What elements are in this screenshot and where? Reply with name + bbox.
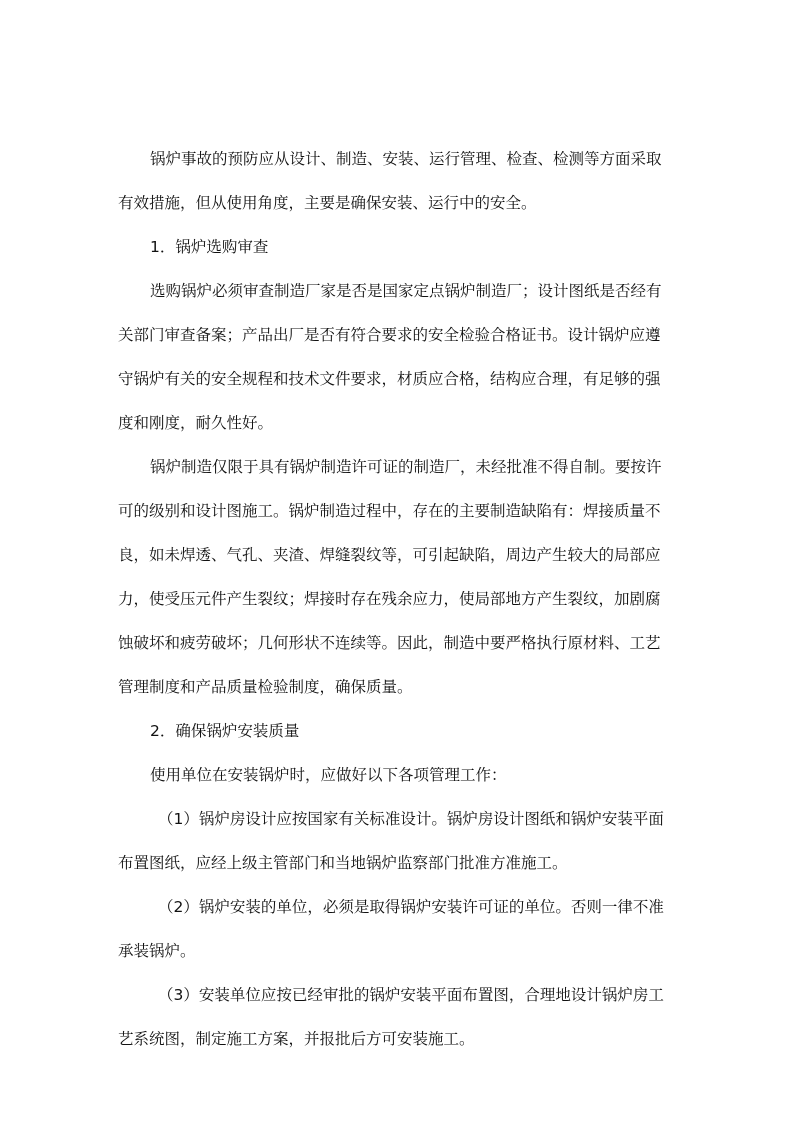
list-item-3-line-1: （3）安装单位应按已经审批的锅炉安装平面布置图，合理地设计锅炉房工 [158,986,664,1004]
paragraph-manufacture-line-3: 良，如未焊透、气孔、夹渣、焊缝裂纹等，可引起缺陷，周边产生较大的局部应 [118,546,661,564]
section-heading-2: 2．确保锅炉安装质量 [150,722,300,740]
list-item-1-line-2: 布置图纸，应经上级主管部门和当地锅炉监察部门批准方准施工。 [118,854,568,872]
paragraph-selection-line-1: 选购锅炉必须审查制造厂家是否是国家定点锅炉制造厂；设计图纸是否经有 [150,282,662,300]
list-item-1-line-1: （1）锅炉房设计应按国家有关标准设计。锅炉房设计图纸和锅炉安装平面 [158,810,664,828]
paragraph-selection-line-4: 度和刚度，耐久性好。 [118,414,274,432]
paragraph-selection-line-3: 守锅炉有关的安全规程和技术文件要求，材质应合格，结构应合理，有足够的强 [118,370,661,388]
list-item-2-line-2: 承装锅炉。 [118,942,196,960]
paragraph-manufacture-line-6: 管理制度和产品质量检验制度，确保质量。 [118,678,413,696]
paragraph-intro-line-1: 锅炉事故的预防应从设计、制造、安装、运行管理、检查、检测等方面采取 [150,150,662,168]
list-item-3-line-2: 艺系统图，制定施工方案，并报批后方可安装施工。 [118,1030,475,1048]
paragraph-intro-line-2: 有效措施，但从使用角度，主要是确保安装、运行中的安全。 [118,194,537,212]
paragraph-installation-intro: 使用单位在安装锅炉时，应做好以下各项管理工作： [150,766,507,784]
section-heading-1: 1．锅炉选购审查 [150,238,269,256]
document-page [118,145,678,1069]
paragraph-selection-line-2: 关部门审查备案；产品出厂是否有符合要求的安全检验合格证书。设计锅炉应遵 [118,326,661,344]
paragraph-manufacture-line-1: 锅炉制造仅限于具有锅炉制造许可证的制造厂，未经批准不得自制。要按许 [150,458,662,476]
paragraph-manufacture-line-4: 力，使受压元件产生裂纹；焊接时存在残余应力，使局部地方产生裂纹，加剧腐 [118,590,661,608]
paragraph-manufacture-line-2: 可的级别和设计图施工。锅炉制造过程中，存在的主要制造缺陷有：焊接质量不 [118,502,661,520]
list-item-2-line-1: （2）锅炉安装的单位，必须是取得锅炉安装许可证的单位。否则一律不准 [158,898,664,916]
paragraph-manufacture-line-5: 蚀破坏和疲劳破坏；几何形状不连续等。因此，制造中要严格执行原材料、工艺 [118,634,661,652]
